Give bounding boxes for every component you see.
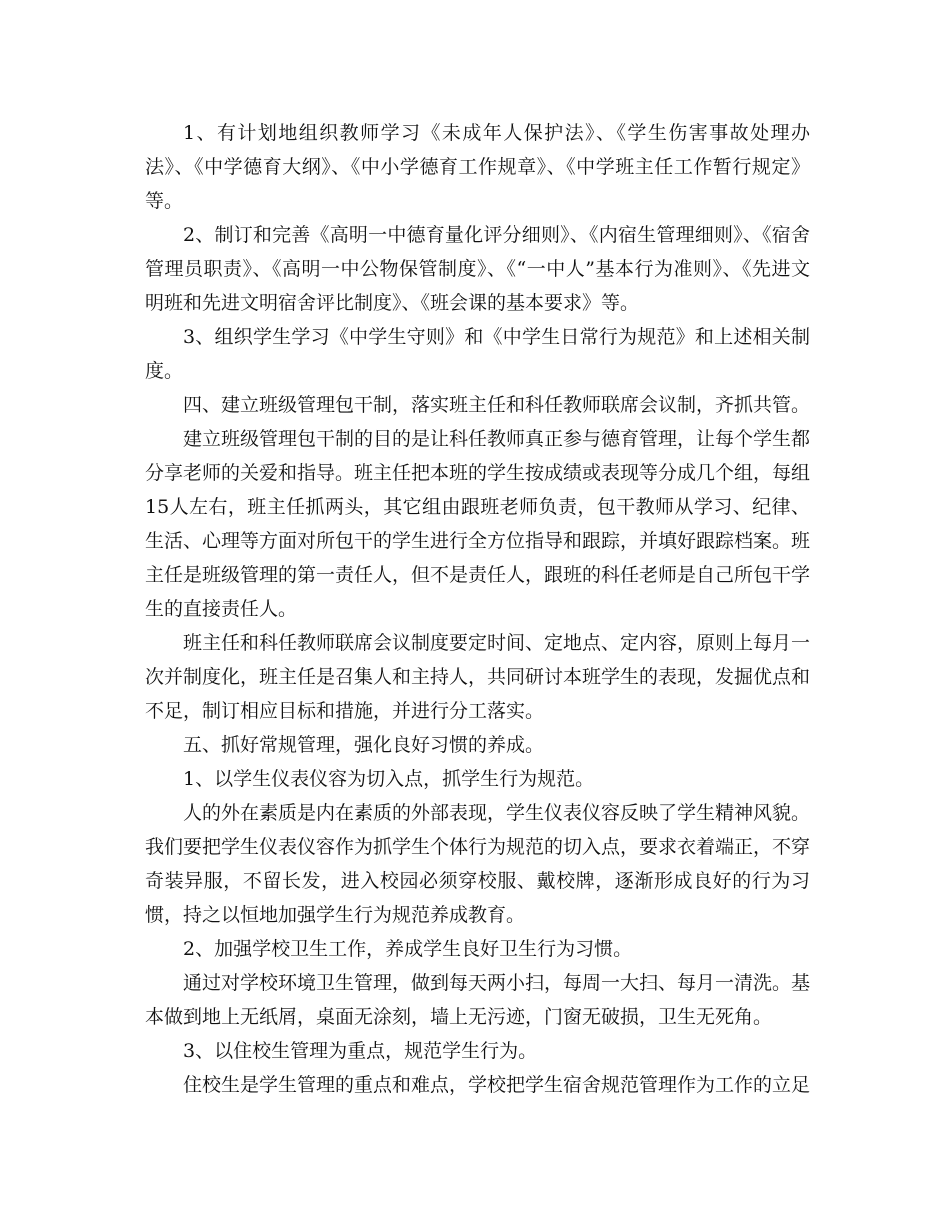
- subheading-appearance: 1、以学生仪表仪容为切入点，抓学生行为规范。: [183, 768, 595, 790]
- subheading-boarding: 3、以住校生管理为重点，规范学生行为。: [183, 1040, 538, 1062]
- paragraph-joint-meeting: 班主任和科任教师联席会议制度要定时间、定地点、定内容，原则上每月一次并制度化，班主任是召集人和主持人，共同研讨本班学生的表现，发掘优点和不足，制订相应目标和措施，并进行分工落实。: [145, 632, 811, 722]
- paragraph-boarding: 住校生是学生管理的重点和难点，学校把学生宿舍规范管理作为工作的立足: [183, 1074, 811, 1096]
- heading-section-four: 四、建立班级管理包干制，落实班主任和科任教师联席会议制，齐抓共管。: [183, 394, 811, 416]
- paragraph-class-responsibility: 建立班级管理包干制的目的是让科任教师真正参与德育管理，让每个学生都分享老师的关爱和指导。班主任把本班的学生按成绩或表现等分成几个组，每组15人左右，班主任抓两头，其它组由跟班老师负责，包干教师从学习、纪律、生活、心理等方面对所包干的学生进行全方位指导和跟踪，并填好跟踪档案。班主任是班级管理的第一责任人，但不是责任人，跟班的科任老师是自己所包干学生的直接责任人。: [145, 428, 811, 620]
- paragraph-revise-rules: 2、制订和完善《高明一中德育量化评分细则》、《内宿生管理细则》、《宿舍管理员职责》、《高明一中公物保管制度》、《“一中人”基本行为准则》、《先进文明班和先进文明宿舍评比制度》、《班会课的基本要求》等。: [145, 224, 810, 314]
- heading-section-five: 五、抓好常规管理，强化良好习惯的养成。: [183, 734, 545, 756]
- paragraph-study-laws: 1、有计划地组织教师学习《未成年人保护法》、《学生伤害事故处理办法》、《中学德育大纲》、《中小学德育工作规章》、《中学班主任工作暂行规定》等。: [145, 122, 810, 212]
- paragraph-student-study: 3、组织学生学习《中学生守则》和《中学生日常行为规范》和上述相关制度。: [145, 326, 810, 382]
- paragraph-appearance: 人的外在素质是内在素质的外部表现，学生仪表仪容反映了学生精神风貌。我们要把学生仪表仪容作为抓学生个体行为规范的切入点，要求衣着端正，不穿奇装异服，不留长发，进入校园必须穿校服、戴校牌，逐渐形成良好的行为习惯，持之以恒地加强学生行为规范养成教育。: [145, 802, 811, 926]
- paragraph-hygiene: 通过对学校环境卫生管理，做到每天两小扫，每周一大扫、每月一清洗。基本做到地上无纸屑，桌面无涂刻，墙上无污迹，门窗无破损，卫生无死角。: [145, 972, 811, 1028]
- document-body: [145, 116, 810, 1102]
- subheading-hygiene: 2、加强学校卫生工作，养成学生良好卫生行为习惯。: [183, 938, 633, 960]
